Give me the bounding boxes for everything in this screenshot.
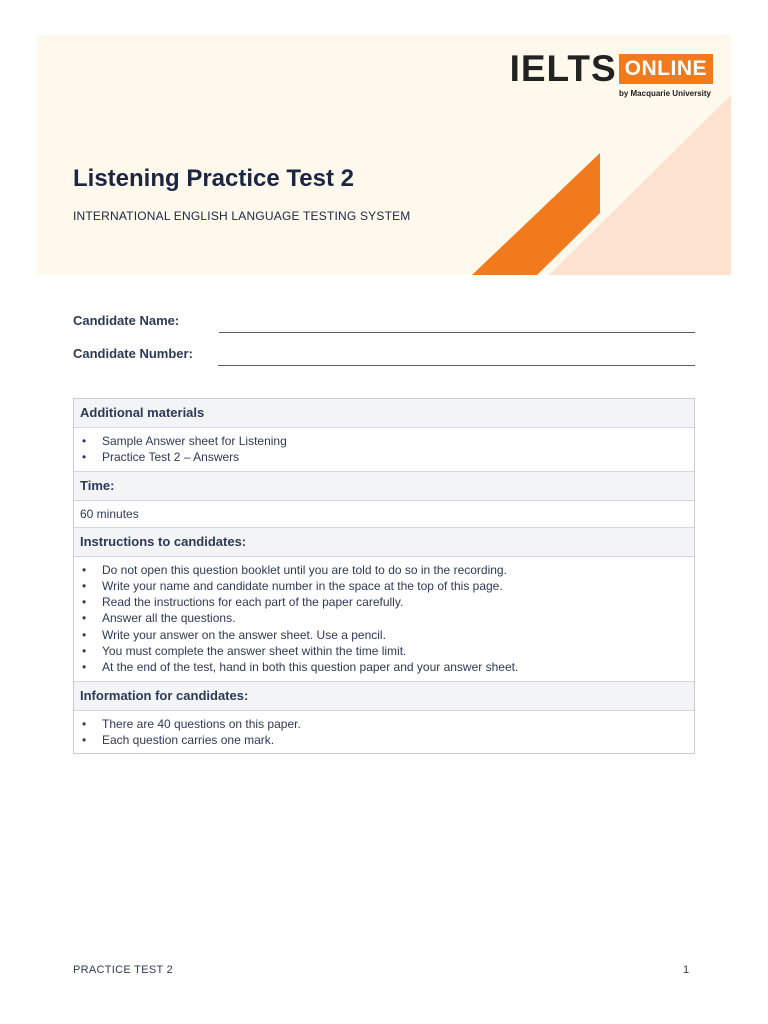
time-body [74, 501, 694, 528]
candidate-name-row [73, 313, 695, 333]
candidate-name-label: Candidate Name: [73, 313, 180, 328]
candidate-number-row [73, 346, 695, 366]
list-item: • Practice Test 2 – Answers [80, 449, 688, 465]
information-heading: Information for candidates: [74, 682, 694, 711]
logo-online-badge: ONLINE [619, 54, 713, 84]
instructions-body [74, 557, 694, 682]
candidate-name-line[interactable] [219, 332, 695, 333]
list-item: • Write your name and candidate number in the space at the top of this page. [80, 578, 688, 594]
list-item: • There are 40 questions on this paper. [80, 716, 688, 732]
ielts-online-logo [509, 48, 713, 98]
materials-heading: Additional materials [74, 399, 694, 428]
logo-byline: by Macquarie University [618, 89, 711, 98]
time-value: 60 minutes [80, 506, 139, 521]
time-heading: Time: [74, 472, 694, 501]
list-item: • Sample Answer sheet for Listening [80, 433, 688, 449]
information-body [74, 711, 694, 754]
page-number: 1 [683, 964, 690, 976]
instructions-heading: Instructions to candidates: [74, 528, 694, 557]
logo-ielts-text: IELTS [509, 48, 617, 89]
page-title: Listening Practice Test 2 [73, 165, 354, 192]
list-item: • Do not open this question booklet until you are told to do so in the recording. [80, 562, 688, 578]
page-subtitle: INTERNATIONAL ENGLISH LANGUAGE TESTING SYSTEM [73, 209, 411, 223]
list-item: • You must complete the answer sheet within the time limit. [80, 643, 688, 659]
info-table [73, 398, 695, 754]
list-item: • At the end of the test, hand in both this question paper and your answer sheet. [80, 659, 688, 675]
list-item: • Each question carries one mark. [80, 732, 688, 748]
candidate-number-label: Candidate Number: [73, 346, 193, 361]
header-banner [37, 35, 731, 275]
list-item: • Answer all the questions. [80, 610, 688, 626]
list-item: • Write your answer on the answer sheet. Use a pencil. [80, 627, 688, 643]
materials-body [74, 428, 694, 472]
footer-label: PRACTICE TEST 2 [73, 964, 174, 976]
list-item: • Read the instructions for each part of the paper carefully. [80, 594, 688, 610]
candidate-number-line[interactable] [218, 365, 695, 366]
